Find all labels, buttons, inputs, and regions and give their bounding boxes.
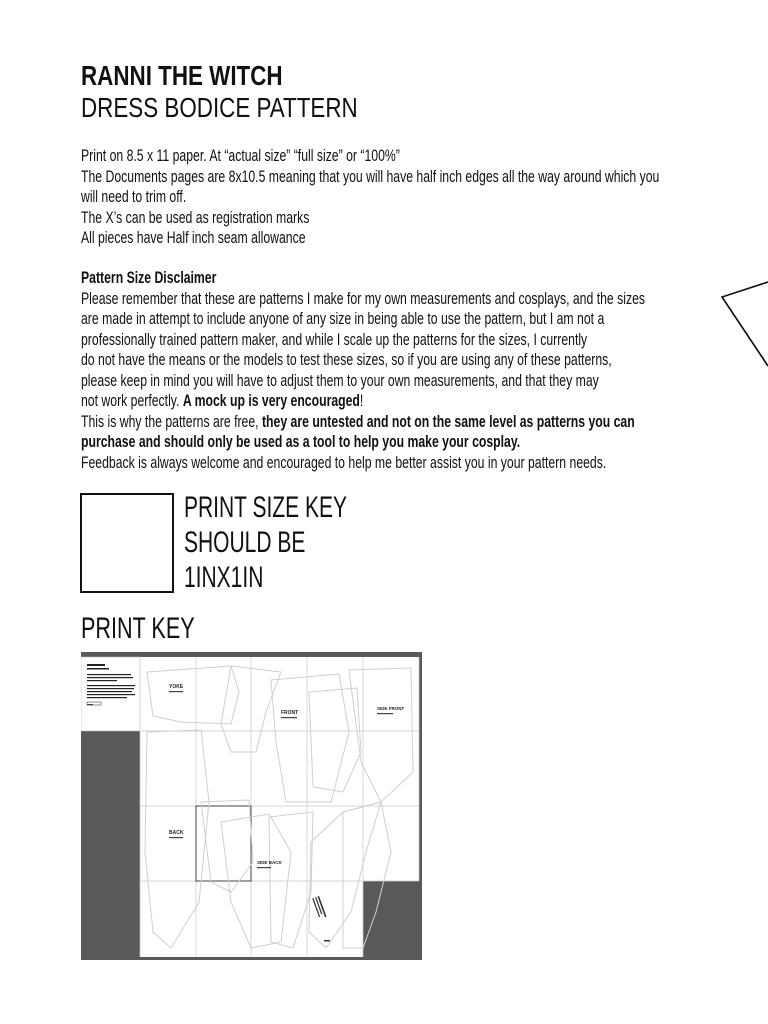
disclaimer-line: This is why the patterns are free, they are untested and not on the same level as patterns you can bbox=[81, 411, 635, 431]
print-instructions bbox=[81, 146, 768, 249]
untested-emphasis: they are untested and not on the same level as patterns you can bbox=[261, 411, 635, 431]
disclaimer-heading: Pattern Size Disclaimer bbox=[81, 268, 217, 287]
instruction-line: The X’s can be used as registration marks bbox=[81, 207, 310, 227]
print-size-key-text: PRINT SIZE KEY SHOULD BE 1INX1IN bbox=[184, 491, 347, 594]
disclaimer-line: Feedback is always welcome and encouraged to help me better assist you in your pattern needs. bbox=[81, 452, 607, 472]
mockup-emphasis: A mock up is very encouraged bbox=[182, 391, 360, 410]
print-key-diagram bbox=[81, 652, 422, 960]
key-label-front: FRONT bbox=[281, 710, 299, 716]
disclaimer-line: not work perfectly. A mock up is very encouraged! bbox=[81, 391, 364, 410]
print-size-square bbox=[80, 493, 174, 593]
key-label-back: BACK bbox=[169, 830, 184, 836]
document-subtitle: DRESS BODICE PATTERN bbox=[81, 92, 358, 123]
disclaimer-line: please keep in mind you will have to adjust them to your own measurements, and that they may bbox=[81, 370, 599, 390]
disclaimer-line: professionally trained pattern maker, and while I scale up the patterns for the sizes, I currently bbox=[81, 329, 588, 349]
instruction-line: will need to trim off. bbox=[81, 187, 187, 206]
instruction-line: Print on 8.5 x 11 paper. At “actual size” “full size” or “100%” bbox=[81, 146, 400, 165]
key-label-side-back: SIDE BACK bbox=[257, 860, 282, 865]
edge-pattern-fragment bbox=[700, 260, 768, 370]
document-title: RANNI THE WITCH bbox=[81, 60, 283, 91]
disclaimer-line: purchase and should only be used as a tool to help you make your cosplay. bbox=[81, 432, 521, 451]
size-disclaimer bbox=[81, 268, 768, 473]
disclaimer-line: Please remember that these are patterns I make for my own measurements and cosplays, and the sizes bbox=[81, 288, 645, 308]
print-key-heading: PRINT KEY bbox=[81, 612, 195, 645]
disclaimer-line: are made in attempt to include anyone of any size in being able to use the pattern, but I am not a bbox=[81, 309, 605, 328]
key-label-yoke: YOKE bbox=[169, 684, 184, 690]
instruction-line: All pieces have Half inch seam allowance bbox=[81, 228, 306, 247]
key-label-side-front: SIDE FRONT bbox=[377, 706, 405, 711]
disclaimer-line: do not have the means or the models to test these sizes, so if you are using any of these patterns, bbox=[81, 350, 612, 369]
instruction-line: The Documents pages are 8x10.5 meaning that you will have half inch edges all the way around which you bbox=[81, 166, 660, 186]
